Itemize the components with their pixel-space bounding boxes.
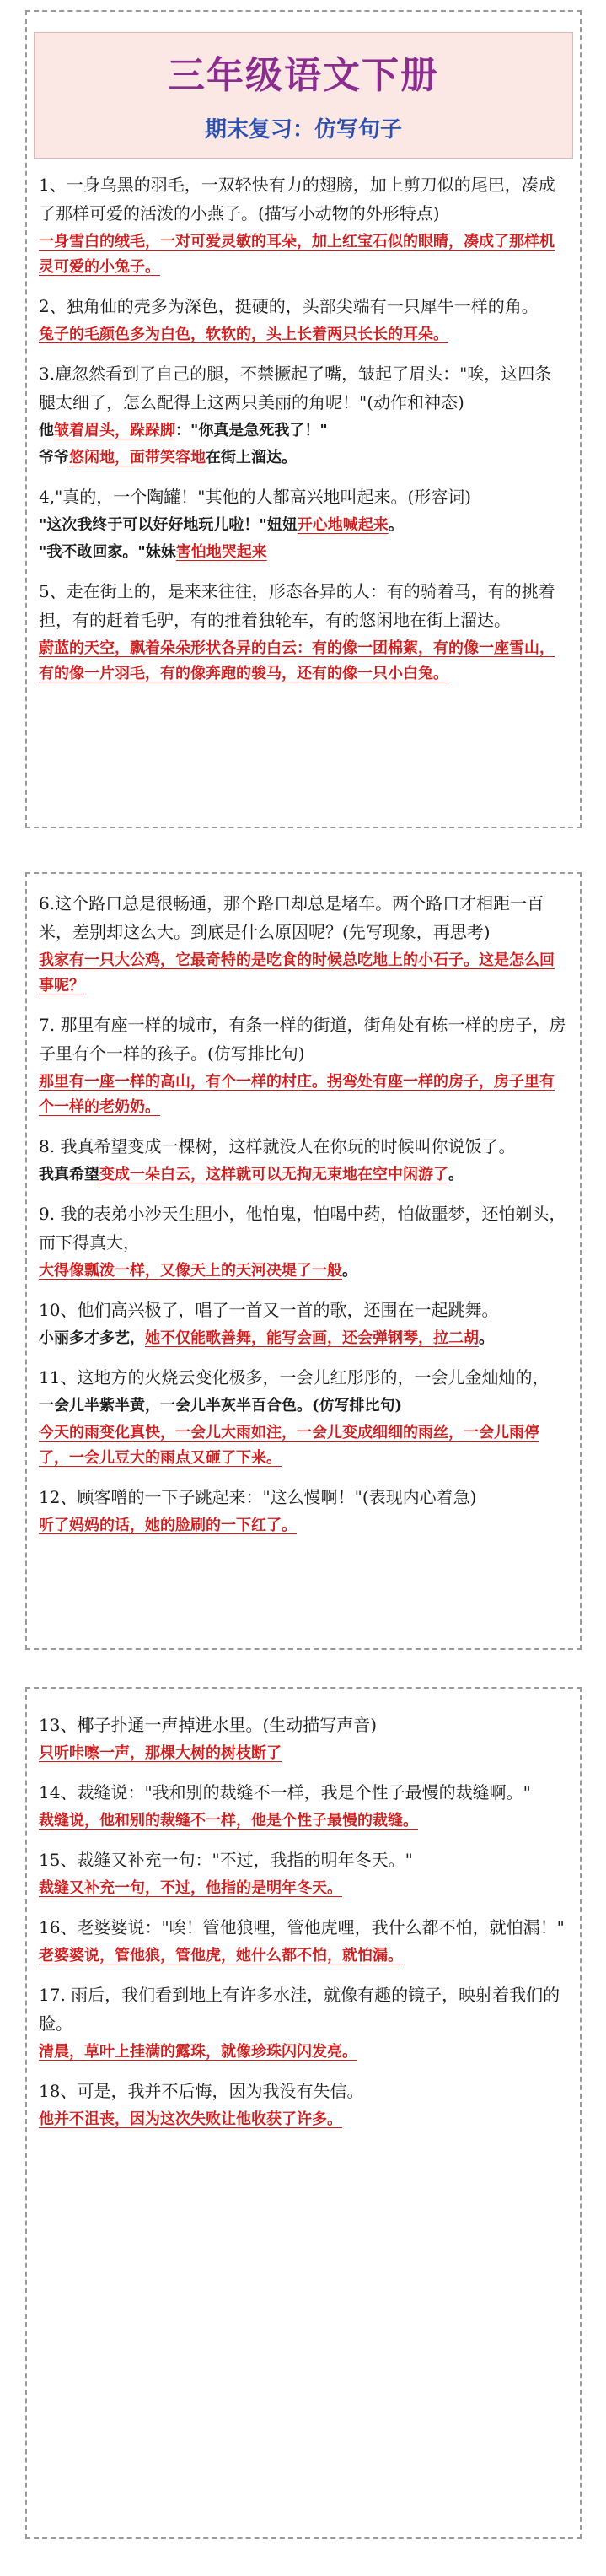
answer-underline: 只听咔嚓一声，那棵大树的树枝断了 bbox=[39, 1744, 282, 1762]
answer-fill: 害怕地哭起来 bbox=[175, 543, 267, 561]
exercise-item bbox=[39, 1778, 568, 1834]
exercise-card-3 bbox=[25, 1687, 582, 2539]
answer-prefix: "这次我终于可以好好地玩儿啦！"妞妞 bbox=[39, 516, 298, 534]
answer-line bbox=[39, 418, 568, 444]
answer-underline: 兔子的毛颜色多为白色，软软的，头上长着两只长长的耳朵。 bbox=[39, 326, 448, 343]
answer-line bbox=[39, 1326, 568, 1351]
question-text: 4,"真的，一个陶罐！"其他的人都高兴地叫起来。(形容词) bbox=[39, 487, 472, 507]
question-text: 18、可是，我并不后悔，因为我没有失信。 bbox=[39, 2081, 364, 2101]
answer-prefix: 小丽多才多艺， bbox=[39, 1329, 145, 1347]
exercise-card-2 bbox=[25, 872, 582, 1650]
answer-underline: 那里有一座一样的高山，有个一样的村庄。拐弯处有座一样的房子，房子里有个一样的老奶奶。 bbox=[39, 1073, 555, 1116]
answer-text bbox=[39, 1876, 568, 1901]
exercise-item bbox=[39, 1711, 568, 1766]
exercise-item bbox=[39, 482, 568, 565]
answer-text bbox=[39, 1808, 568, 1834]
answer-fill: 变成一朵白云，这样就可以无拘无束地在空中闲游了 bbox=[99, 1166, 448, 1183]
question-text: 15、裁缝又补充一句："不过，我指的明年冬天。" bbox=[39, 1850, 413, 1870]
answer-text bbox=[39, 1741, 568, 1766]
question-text: 9. 我的表弟小沙天生胆小，他怕鬼，怕喝中药，怕做噩梦，还怕剃头，而下得真大， bbox=[39, 1204, 566, 1253]
exercise-item bbox=[39, 889, 568, 999]
answer-fill: 大得像瓢泼一样，又像天上的天河决堤了一般 bbox=[39, 1262, 342, 1280]
exercise-item bbox=[39, 1913, 568, 1969]
exercise-card-1 bbox=[25, 10, 582, 828]
question-text: 17. 雨后，我们看到地上有许多水洼，就像有趣的镜子，映射着我们的脸。 bbox=[39, 1985, 560, 2034]
answer-underline: 裁缝说，他和别的裁缝不一样，他是个性子最慢的裁缝。 bbox=[39, 1812, 418, 1830]
answer-prefix: 他 bbox=[39, 422, 54, 439]
answer-fill: 开心地喊起来 bbox=[297, 516, 389, 534]
answer-suffix: 。 bbox=[388, 516, 404, 534]
answer-fill: 她不仅能歌善舞，能写会画，还会弹钢琴，拉二胡 bbox=[145, 1329, 479, 1347]
answer-text bbox=[39, 2107, 568, 2132]
answer-prefix: 我真希望 bbox=[39, 1166, 99, 1183]
exercise-item bbox=[39, 1483, 568, 1539]
answer-line bbox=[39, 445, 568, 471]
answer-text bbox=[39, 1943, 568, 1969]
answer-underline: 他并不沮丧，因为这次失败让他收获了许多。 bbox=[39, 2110, 342, 2128]
answer-line bbox=[39, 1162, 568, 1188]
exercise-item bbox=[39, 1010, 568, 1120]
answer-suffix: ："你真是急死我了！" bbox=[175, 422, 328, 439]
question-text: 7. 那里有座一样的城市，有条一样的街道，街角处有栋一样的房子，房子里有个一样的孩子。(仿写排比句) bbox=[39, 1015, 566, 1064]
exercise-item bbox=[39, 170, 568, 280]
answer-underline: 老婆婆说，管他狼，管他虎，她什么都不怕，就怕漏。 bbox=[39, 1947, 403, 1964]
answer-text bbox=[39, 2040, 568, 2065]
exercise-item bbox=[39, 359, 568, 471]
exercise-item bbox=[39, 1296, 568, 1351]
question-text: 14、裁缝说："我和别的裁缝不一样，我是个性子最慢的裁缝啊。" bbox=[39, 1782, 531, 1803]
answer-underline: 我家有一只大公鸡，它最奇特的是吃食的时候总吃地上的小石子。这是怎么回事呢？ bbox=[39, 951, 555, 994]
answer-prefix: "我不敢回家。"妹妹 bbox=[39, 543, 176, 561]
answer-text bbox=[39, 1420, 568, 1471]
exercise-item bbox=[39, 1363, 568, 1471]
question-continuation: 一会儿半紫半黄，一会儿半灰半百合色。(仿写排比句) bbox=[39, 1397, 403, 1415]
answer-text bbox=[39, 1070, 568, 1120]
answer-prefix: 爷爷 bbox=[39, 449, 69, 466]
question-text: 12、顾客噌的一下子跳起来："这么慢啊！"(表现内心着急) bbox=[39, 1487, 477, 1507]
question-text: 1、一身乌黑的羽毛，一双轻快有力的翅膀，加上剪刀似的尾巴，凑成了那样可爱的活泼的小燕子。(描写小动物的外形特点) bbox=[39, 175, 555, 224]
page-title: 三年级语文下册 bbox=[168, 54, 439, 97]
answer-suffix: 。 bbox=[342, 1262, 357, 1280]
exercise-item bbox=[39, 2077, 568, 2132]
answer-underline: 裁缝又补充一句，不过，他指的是明年冬天。 bbox=[39, 1879, 342, 1897]
exercise-item bbox=[39, 1981, 568, 2065]
answer-fill: 皱着眉头，跺跺脚 bbox=[54, 422, 175, 439]
exercise-item bbox=[39, 1199, 568, 1284]
exercise-item bbox=[39, 292, 568, 348]
question-text: 8. 我真希望变成一棵树，这样就没人在你玩的时候叫你说饭了。 bbox=[39, 1136, 516, 1156]
answer-text bbox=[39, 229, 568, 280]
answer-text bbox=[39, 322, 568, 348]
question-text: 10、他们高兴极了，唱了一首又一首的歌，还围在一起跳舞。 bbox=[39, 1300, 499, 1320]
answer-underline: 清晨，草叶上挂满的露珠，就像珍珠闪闪发亮。 bbox=[39, 2043, 357, 2061]
answer-text bbox=[39, 636, 568, 687]
answer-underline: 蔚蓝的天空，飘着朵朵形状各异的白云：有的像一团棉絮，有的像一座雪山，有的像一片羽毛，有的像奔跑的骏马，还有的像一只小白兔。 bbox=[39, 639, 555, 682]
answer-text bbox=[39, 948, 568, 999]
answer-suffix: 。 bbox=[448, 1166, 464, 1183]
answer-suffix: 。 bbox=[479, 1329, 494, 1347]
answer-line bbox=[39, 1258, 568, 1284]
answer-line bbox=[39, 540, 568, 565]
question-text: 6.这个路口总是很畅通，那个路口却总是堵车。两个路口才相距一百米，差别却这么大。到底是什么原因呢？(先写现象，再思考) bbox=[39, 893, 544, 942]
question-text: 2、独角仙的壳多为深色，挺硬的，头部尖端有一只犀牛一样的角。 bbox=[39, 296, 539, 316]
answer-text bbox=[39, 1513, 568, 1539]
answer-line bbox=[39, 513, 568, 538]
answer-suffix: 在街上溜达。 bbox=[206, 449, 297, 466]
question-text: 16、老婆婆说："唉！管他狼哩，管他虎哩，我什么都不怕，就怕漏！" bbox=[39, 1917, 565, 1937]
exercise-item bbox=[39, 1846, 568, 1901]
question-text: 3.鹿忽然看到了自己的腿，不禁撅起了嘴，皱起了眉头："唉，这四条腿太细了，怎么配得上这两只美丽的角呢！"(动作和神态) bbox=[39, 364, 552, 412]
question-text: 11、这地方的火烧云变化极多，一会儿红彤彤的，一会儿金灿灿的， bbox=[39, 1367, 550, 1388]
answer-underline: 一身雪白的绒毛，一对可爱灵敏的耳朵，加上红宝石似的眼睛，凑成了那样机灵可爱的小兔子。 bbox=[39, 233, 555, 276]
question-text: 5、走在街上的，是来来往往，形态各异的人：有的骑着马，有的挑着担，有的赶着毛驴，有的推着独轮车，有的悠闲地在街上溜达。 bbox=[39, 581, 555, 630]
exercise-item bbox=[39, 577, 568, 687]
question-text: 13、椰子扑通一声掉进水里。(生动描写声音) bbox=[39, 1715, 378, 1735]
exercise-item bbox=[39, 1132, 568, 1188]
answer-underline: 今天的雨变化真快，一会儿大雨如注，一会儿变成细细的雨丝，一会儿雨停了，一会儿豆大的雨点又砸了下来。 bbox=[39, 1424, 539, 1467]
answer-fill: 悠闲地，面带笑容地 bbox=[69, 449, 206, 466]
answer-underline: 听了妈妈的话，她的脸刷的一下红了。 bbox=[39, 1517, 297, 1534]
page-subtitle: 期末复习：仿写句子 bbox=[204, 117, 402, 143]
